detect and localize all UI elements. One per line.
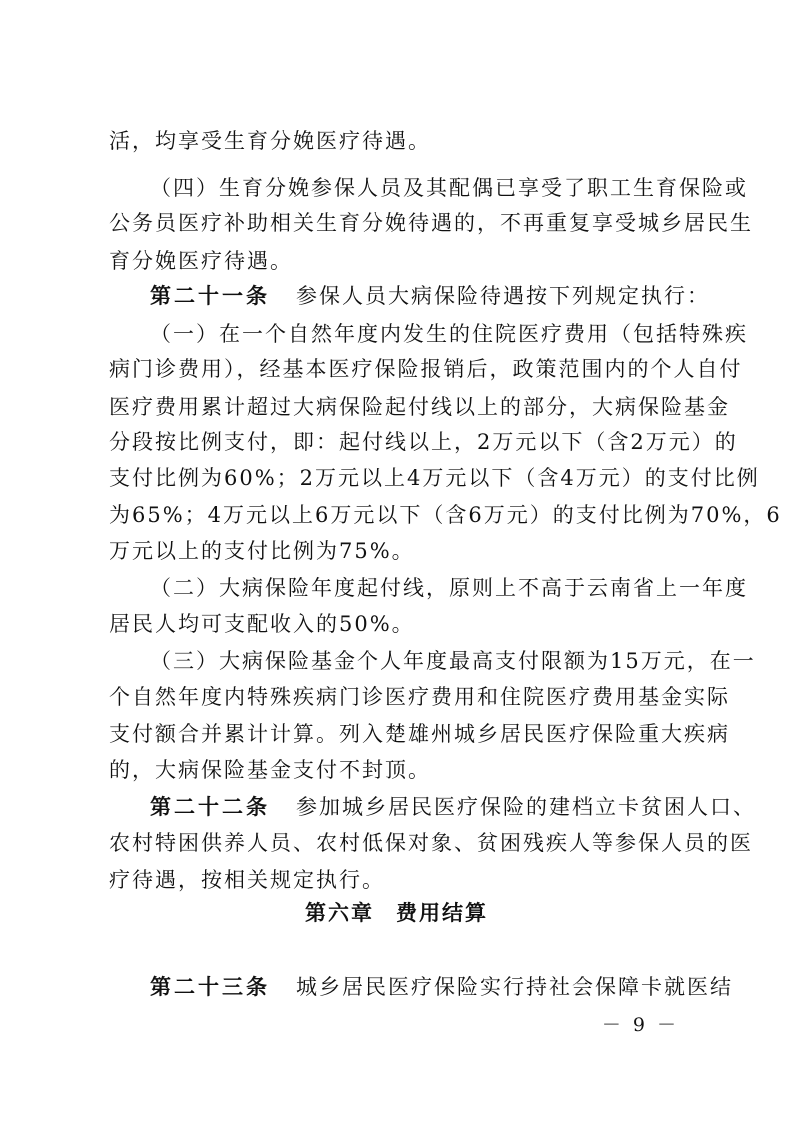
chapter-number: 第六章 — [305, 900, 374, 925]
text-line: 为65%；4万元以上6万元以下（含6万元）的支付比例为70%，6 — [109, 503, 782, 527]
text-line: 疗待遇，按相关规定执行。 — [109, 868, 385, 892]
text-line: 农村特困供养人员、农村低保对象、贫困残疾人等参保人员的医 — [109, 831, 753, 855]
text-line: 公务员医疗补助相关生育分娩待遇的，不再重复享受城乡居民生 — [109, 211, 753, 235]
text-line: （四）生育分娩参保人员及其配偶已享受了职工生育保险或 — [150, 176, 748, 200]
chapter-title: 费用结算 — [396, 900, 488, 925]
article-21-heading: 第二十一条 — [150, 283, 270, 308]
text-line: 医疗费用累计超过大病保险起付线以上的部分，大病保险基金 — [109, 395, 730, 419]
text-line: 病门诊费用），经基本医疗保险报销后，政策范围内的个人自付 — [109, 357, 743, 381]
text-line: 支付额合并累计计算。列入楚雄州城乡居民医疗保险重大疾病 — [109, 722, 730, 746]
text-line: （三）大病保险基金个人年度最高支付限额为15万元，在一 — [150, 649, 756, 673]
article-22-heading: 第二十二条 — [150, 794, 270, 819]
text-line: （二）大病保险年度起付线，原则上不高于云南省上一年度 — [150, 576, 748, 600]
text-line: 个自然年度内特殊疾病门诊医疗费用和住院医疗费用基金实际 — [109, 685, 730, 709]
article-21-line — [150, 275, 710, 317]
article-23-line — [150, 966, 733, 1008]
text-line: 支付比例为60%；2万元以上4万元以下（含4万元）的支付比例 — [109, 466, 760, 490]
article-23-heading: 第二十三条 — [150, 974, 270, 999]
text-line: 活，均享受生育分娩医疗待遇。 — [109, 129, 431, 153]
article-22-text: 参加城乡居民医疗保险的建档立卡贫困人口、 — [296, 795, 756, 819]
chapter-heading — [0, 892, 793, 934]
text-line: 分段按比例支付，即：起付线以上，2万元以下（含2万元）的 — [109, 430, 738, 454]
text-line: 的，大病保险基金支付不封顶。 — [109, 758, 431, 782]
text-line: 万元以上的支付比例为75%。 — [109, 539, 415, 563]
text-line: 居民人均可支配收入的50%。 — [109, 612, 415, 636]
article-23-text: 城乡居民医疗保险实行持社会保障卡就医结 — [296, 975, 733, 999]
text-line: （一）在一个自然年度内发生的住院医疗费用（包括特殊疾 — [150, 322, 748, 346]
article-21-text: 参保人员大病保险待遇按下列规定执行： — [296, 284, 710, 308]
page-number: － 9 － — [601, 1014, 679, 1036]
text-line: 育分娩医疗待遇。 — [109, 249, 293, 273]
